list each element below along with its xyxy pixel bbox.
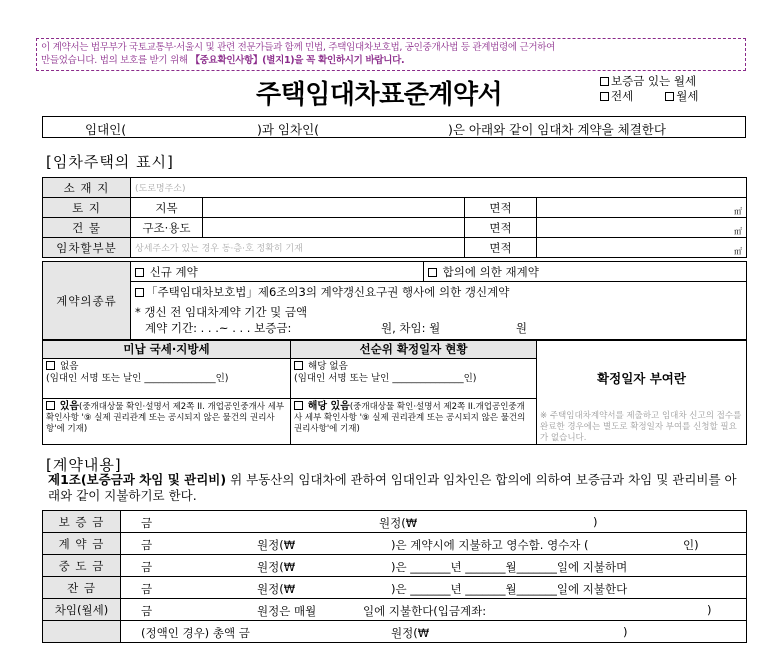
renewal-details (131, 302, 747, 340)
down-payment-seal: 인) (683, 538, 699, 552)
deposit-close: ) (593, 515, 598, 529)
lessee-label: )과 임차인( (257, 122, 320, 137)
balance-label: 잔 금 (43, 577, 121, 599)
priority-exists-desc: (중개대상물 확인·설명서 제2쪽 II.개업공인중개사 세부 확인사항 '⑨ 실제 권리관계 또는 공시되지 않은 물건의 권리사항'에 기재) (294, 401, 526, 434)
parties-statement: )은 아래와 같이 임대차 계약을 체결한다 (448, 122, 666, 137)
notice-line-2-b: 【중요확인사항】(별지1)을 꼭 확인하시기 바랍니다. (190, 55, 405, 66)
land-area-label: 면적 (465, 198, 537, 218)
building-structure-label: 구조·용도 (131, 218, 203, 238)
balance-terms: )은 _______년 _______월_______일에 지불한다 (391, 582, 628, 596)
parties-box (42, 116, 746, 138)
new-contract-label: 신규 계약 (149, 264, 198, 279)
fixed-total-close: ) (623, 625, 628, 639)
rent-monthly: 원정은 매월 (257, 604, 317, 618)
renewal-option[interactable] (131, 282, 747, 302)
priority-none-option[interactable] (291, 358, 537, 398)
confirm-date-title: 확정일자 부여란 (597, 371, 686, 386)
renewal-deposit-unit: 원, 차임: 월 (380, 320, 441, 335)
document-title: 주택임대차표준계약서 (256, 80, 503, 110)
monthly-rent-label: 차임(월세) (43, 599, 121, 621)
priority-exists-label: 해당 있음 (307, 400, 350, 412)
checkbox-icon[interactable] (294, 361, 303, 370)
priority-date-header: 선순위 확정일자 현황 (291, 341, 537, 359)
option-label: 전세 (611, 89, 634, 103)
rent-account: 일에 지불한다(입금계좌: (363, 604, 487, 618)
checkbox-icon[interactable] (665, 92, 674, 101)
down-payment-field[interactable] (121, 533, 747, 555)
building-label: 건 물 (43, 218, 131, 238)
balance-field[interactable] (121, 577, 747, 599)
balance-won: 원정(₩ (257, 582, 296, 596)
confirm-date-cell (537, 341, 747, 445)
lessor-label: 임대인( (85, 122, 127, 137)
tax-exists-option[interactable] (43, 398, 291, 444)
fixed-total-field[interactable] (121, 621, 747, 643)
option-label: 월세 (676, 89, 699, 103)
payment-table (42, 510, 747, 643)
land-label: 토 지 (43, 198, 131, 218)
checkbox-icon[interactable] (600, 92, 609, 101)
land-area-field[interactable]: ㎡ (537, 198, 747, 218)
clause-1-title: 제1조(보증금과 차임 및 관리비) (48, 472, 227, 487)
land-category-field[interactable] (203, 198, 465, 218)
rent-close: ) (707, 603, 712, 617)
interim-payment-label: 중 도 금 (43, 555, 121, 577)
contract-type-table (42, 261, 747, 340)
option-deposit-monthly[interactable] (600, 74, 698, 89)
building-area-label: 면적 (465, 218, 537, 238)
checkbox-icon[interactable] (135, 288, 144, 297)
building-structure-field[interactable] (203, 218, 465, 238)
down-payment-won: 원정(₩ (257, 538, 296, 552)
section-title-property: [임차주택의 표시] (46, 153, 174, 171)
checkbox-icon[interactable] (294, 401, 303, 410)
confirm-date-note: ※ 주택임대차계약서를 제출하고 임대차 신고의 접수를 완료한 경우에는 별도로 확정일자 부여를 신청할 필요가 없습니다. (540, 411, 742, 443)
interim-payment-field[interactable] (121, 555, 747, 577)
contract-type-label: 계약의종류 (43, 262, 131, 340)
checkbox-icon[interactable] (428, 268, 437, 277)
balance-prefix: 금 (141, 582, 153, 596)
tax-priority-table (42, 340, 747, 445)
rent-part-area-label: 면적 (465, 238, 537, 258)
recontract-label: 합의에 의한 재계약 (442, 264, 539, 279)
checkbox-icon[interactable] (46, 361, 55, 370)
fixed-total-won: 원정(₩ (391, 626, 430, 640)
renewal-rent-unit: 원 (515, 320, 528, 335)
deposit-label: 보 증 금 (43, 511, 121, 533)
tax-none-option[interactable] (43, 358, 291, 398)
deposit-won: 원정(₩ (379, 516, 418, 530)
deposit-field[interactable] (121, 511, 747, 533)
location-label: 소 재 지 (43, 178, 131, 198)
location-field[interactable]: (도로명주소) (131, 178, 747, 198)
tax-none-sign: (임대인 서명 또는 날인 _______________인) (46, 372, 229, 384)
unpaid-tax-header: 미납 국세·지방세 (43, 341, 291, 359)
down-payment-prefix: 금 (141, 538, 153, 552)
land-category-label: 지목 (131, 198, 203, 218)
recontract-option[interactable] (424, 262, 747, 282)
checkbox-icon[interactable] (46, 401, 55, 410)
rent-prefix: 금 (141, 604, 153, 618)
tax-exists-label: 있음 (59, 400, 80, 412)
checkbox-icon[interactable] (600, 77, 609, 86)
notice-line-2 (41, 54, 741, 67)
rent-part-label: 임차할부분 (43, 238, 131, 258)
interim-prefix: 금 (141, 560, 153, 574)
fixed-total-label (43, 621, 121, 643)
renewal-label: 「주택임대차보호법」제6조의3의 계약갱신요구권 행사에 의한 갱신계약 (146, 284, 510, 299)
option-jeonse[interactable] (600, 89, 633, 104)
tax-exists-desc: (중개대상물 확인·설명서 제2쪽 II. 개업공인중개사 세부 확인사항 '⑨ 실제 권리관계 또는 공시되지 않은 물건의 권리사항'에 기재) (46, 401, 285, 434)
renewal-terms (135, 320, 742, 336)
tax-none-label: 없음 (60, 360, 79, 372)
renewal-note: * 갱신 전 임대차계약 기간 및 금액 (135, 304, 308, 319)
interim-won: 원정(₩ (257, 560, 296, 574)
new-contract-option[interactable] (131, 262, 424, 282)
fixed-total-prefix: (정액인 경우) 총액 금 (141, 626, 250, 640)
clause-1 (48, 472, 748, 504)
option-monthly[interactable] (665, 89, 698, 104)
priority-exists-option[interactable] (291, 398, 537, 444)
monthly-rent-field[interactable] (121, 599, 747, 621)
option-label: 보증금 있는 월세 (611, 74, 697, 88)
deposit-prefix: 금 (141, 516, 153, 530)
down-payment-terms: )은 계약시에 지불하고 영수함. 영수자 ( (391, 538, 589, 552)
priority-none-label: 해당 없음 (308, 360, 348, 372)
down-payment-label: 계 약 금 (43, 533, 121, 555)
property-table (42, 177, 747, 258)
section-title-contract: [계약내용] (46, 456, 122, 474)
clause-1-text: 위 부동산의 임대차에 관하여 임대인과 임차인은 합의에 의하여 보증금과 차임 및 관리비를 아래와 같이 지불하기로 한다. (48, 472, 737, 503)
notice-box (36, 38, 746, 71)
notice-line-1: 이 계약서는 법무부가 국토교통부·서울시 및 관련 전문가들과 함께 민법, 주택임대차보호법, 공인중개사법 등 관계법령에 근거하여 (41, 42, 555, 53)
interim-terms: )은 _______년 _______월_______일에 지불하며 (391, 560, 628, 574)
rent-part-field[interactable]: 상세주소가 있는 경우 동·층·호 정확히 기재 (131, 238, 465, 258)
contract-type-options (600, 74, 698, 104)
priority-none-sign: (임대인 서명 또는 날인 _______________인) (294, 372, 477, 384)
notice-line-2-a: 만들었습니다. 법의 보호를 받기 위해 (41, 55, 191, 66)
renewal-period: 계약 기간: . . .~ . . . 보증금: (145, 320, 292, 335)
rent-part-area-field[interactable]: ㎡ (537, 238, 747, 258)
checkbox-icon[interactable] (135, 268, 144, 277)
building-area-field[interactable]: ㎡ (537, 218, 747, 238)
